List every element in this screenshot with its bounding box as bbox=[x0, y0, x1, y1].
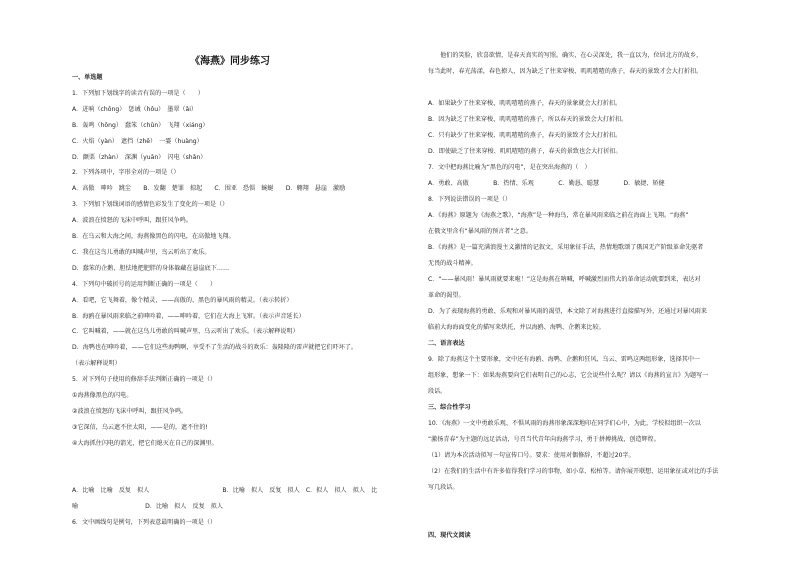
text-line: C．只有缺少了往来穿梭、叽叽喳喳的燕子，春天的景致才会大打折扣。 bbox=[428, 132, 622, 139]
text-line: 在俄文里含有“暴风雨的预言者”之意。 bbox=[428, 228, 532, 235]
text-line: B．在乌云和大海之间，海燕像黑色的闪电，在高傲地飞翔。 bbox=[72, 233, 235, 240]
text-line: （1）请为本次活动拟写一句宣传口号。要求：使用对偶修辞，不超过20字。 bbox=[428, 452, 635, 459]
text-line: A．高傲 呻吟 跳尘 B．发翻 楚罪 掠起 C．围亚 恐惧 蜿蜒 D．翱翔 悬崖 激励 bbox=[72, 185, 346, 193]
text-line: 段话。 bbox=[428, 388, 447, 395]
text-line: A．波浪在愤怒的飞沫中呼叫，跟狂风争鸣。 bbox=[72, 217, 192, 225]
section-heading: 二、语言表达 bbox=[428, 340, 465, 347]
text-line: D．蠢笨的企鹅，胆怯地把肥胖的身体躲藏在悬崖底下…… bbox=[72, 264, 230, 272]
text-line: D．即使缺乏了往来穿梭、叽叽喳喳的燕子，春天的景致也会大打折扣。 bbox=[428, 148, 622, 155]
text-line: 写几段话。 bbox=[428, 484, 459, 491]
text-line: ①海燕像黑色的闪电。 bbox=[72, 392, 133, 399]
text-line: A．《海燕》原题为《海燕之歌》，“海燕”是一种海鸟，常在暴风雨来临之前在海面上飞翔。“海燕” bbox=[428, 212, 689, 219]
text-line: 10．《海燕》一文中勇敢乐观、不惧风雨的海燕形象深深地印在同学们心中，为此，学校拟组织一次以 bbox=[428, 420, 701, 427]
text-line: C．它叫喊着，——就在这鸟儿勇敢的叫喊声里，乌云听出了欢乐。（表示解释说明） bbox=[72, 328, 299, 336]
text-line: （2）在我们的生活中有许多值得我们学习的事物，如小草、松柏等。请你展开联想，运用象征或对比的手法 bbox=[428, 468, 719, 475]
text-line: A．勇敢、高傲 B．热情、乐观 C．勤恳、聪慧 D．敏捷、矫健 bbox=[428, 180, 665, 187]
text-line: D．为了表现海燕的勇敢、乐观和对暴风雨的渴望，本文除了对海燕进行直接描写外，还通过对暴风雨来 bbox=[428, 308, 707, 315]
text-line: ④大海抓住闪电的箭光，把它们熄灭在自己的深渊里。 bbox=[72, 439, 218, 447]
text-line: A．比喻 比喻 反复 拟人 B．比喻 拟人 反复 拟人 C．拟人 拟人 拟人 比 bbox=[72, 487, 378, 495]
text-line: B．海鸥在暴风雨来临之前呻吟着，——呻吟着，它们在大海上飞窜。（表示声音延长） bbox=[72, 312, 305, 320]
text-line: 6．文中画线句是例句，下列表意最明确的一项是（） bbox=[72, 519, 217, 527]
page-title: 《海燕》同步练习 bbox=[190, 56, 270, 67]
text-line: （表示解释说明） bbox=[72, 360, 121, 368]
text-line: 组形象，想象一下：如果海燕要向它们表明自己的心志，它会说些什么呢？请以《海燕的宣言》为题写一 bbox=[428, 372, 709, 379]
text-line: A．看吧，它飞舞着，像个精灵，——高傲的、黑色的暴风雨的精灵。（表示转折） bbox=[72, 296, 293, 304]
text-line: 8．下列说法错误的一项是（） bbox=[428, 196, 512, 203]
text-line: C．我在这鸟儿勇敢的叫喊声里，鸟云听出了欢乐。 bbox=[72, 248, 211, 256]
section-heading: 四、现代文阅读 bbox=[428, 532, 471, 539]
text-line: B．《海燕》是一篇充满浪漫主义激情的记叙文，采用象征手法，热情地歌颂了俄国无产阶级革命先驱者 bbox=[428, 244, 704, 251]
text-line: 1．下列加下划线字的读音有误的一项是（ ） bbox=[72, 89, 204, 97]
text-line: 7．文中把海燕比喻为“黑色的闪电”，是在突出海燕的（ ） bbox=[428, 164, 591, 171]
text-line: 革命的渴望。 bbox=[428, 292, 465, 299]
text-line: 2．下列各项中，字形全对的一项是（） bbox=[72, 169, 180, 177]
text-line: 喻 D．比喻 拟人 反复 拟人 bbox=[72, 503, 223, 511]
text-line: C．“——暴风雨！暴风雨就要来啦！”这是海燕在呐喊，呼喊激烈而伟大的革命运动就要到来，表达对 bbox=[428, 276, 701, 283]
text-line: D．海鸭也在呻吟着，——它们这些海鸭啊，享受不了生活的战斗的欢乐：轰隆隆的雷声就把它们吓坏了。 bbox=[72, 344, 358, 352]
text-line: 他们的笑脸，欣喜欲情，是春天真实的写照。确实，在心灵深处，我一直以为，位居北方的故乡， bbox=[428, 52, 703, 59]
text-line: 9．除了海燕这个主要形象，文中还有海鸥、海鸭、企鹅和狂风、乌云、雷鸣这两组形象，选择其中一 bbox=[428, 356, 701, 363]
text-line: D．颤栗（zhàn） 深渊（yuān） 闪电（shǎn） bbox=[72, 153, 207, 161]
text-line: A．如果缺少了往来穿梭、叽叽喳喳的燕子，春天的景象就会大打折扣。 bbox=[428, 100, 622, 107]
section-heading: 一、单选题 bbox=[72, 74, 103, 81]
text-line: 3．下列加下划线词语的感情色彩发生了变化的一项是（） bbox=[72, 201, 229, 209]
text-line: “激扬青春”为主题的远足活动，号召当代青年向海燕学习，勇于拼搏挑战，创造辉煌。 bbox=[428, 436, 660, 443]
text-line: 每当此时，春光荡漾，春色撩人，因为缺乏了往来穿梭、叽叽喳喳的燕子，春天的景致才会大打折扣。 bbox=[428, 68, 703, 75]
text-line: C．火焰（yàn） 遮挡（zhē） 一霎（huàng） bbox=[72, 137, 203, 145]
text-line: A．迸响（chǒng） 惩诫（hǒu） 墨翠（ǎi） bbox=[72, 105, 198, 113]
text-line: 无畏的战斗精神。 bbox=[428, 260, 477, 267]
section-heading: 三、综合性学习 bbox=[428, 404, 471, 411]
text-line: ②波浪在愤怒的飞沫中呼叫，跟狂风争鸣。 bbox=[72, 407, 188, 415]
text-line: B．因为缺乏了往来穿梭、叽叽喳喳的燕子，所以春天的景致会大打折扣。 bbox=[428, 116, 628, 123]
text-line: B．轰鸣（hōng） 蠢笨（chǔn） 飞翔（xiáng） bbox=[72, 121, 209, 129]
text-line: 4．下列句中破折号的运用判断正确的一项是（ ） bbox=[72, 280, 217, 288]
text-line: 临前大海海面变化的描写来烘托，并以海鸥、海鸭、企鹅来比较。 bbox=[428, 324, 605, 331]
text-line: 5．对下列句子使用的修辞手法判断正确的一项是（） bbox=[72, 376, 217, 384]
text-line: ③它深信，乌云遮不住太阳，——是的，遮不住的! bbox=[72, 423, 208, 431]
